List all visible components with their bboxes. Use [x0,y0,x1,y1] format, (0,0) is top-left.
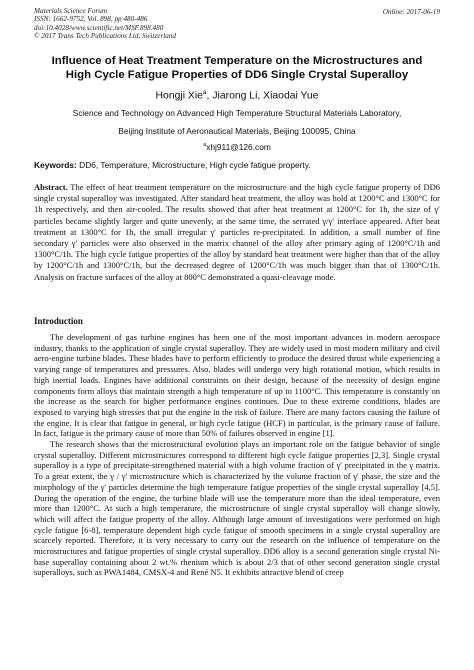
author-email [40,140,434,152]
affiliation [40,104,434,140]
abstract-label: Abstract. [34,182,68,192]
author-1-mark: a [202,89,207,96]
paper-title [40,55,434,82]
keywords-text: DD6, Temperature, Microstructure, High cycle fatigue property. [76,160,311,170]
affiliation-line-1: Science and Technology on Advanced High Temperature Structural Materials Laboratory, [72,108,402,118]
title-line-2: High Cycle Fatigue Properties of DD6 Single Crystal Superalloy [65,68,409,81]
keywords-label: Keywords: [34,160,77,170]
online-date: Online: 2017-06-19 [382,8,440,16]
journal-header [34,7,176,41]
introduction-heading: Introduction [34,316,83,326]
abstract [34,182,440,283]
title-line-1: Influence of Heat Treatment Temperature on the Microstructures and [51,55,423,67]
abstract-text: The effect of heat treatment temperature on the microstructure and the high cycle fatigue property of DD6 single crystal superalloy was investigated. After standard heat treatment, the alloy was hold at 1200°C and 1300°C for 1h respectively, and then air-cooled. The results showed that after heat treatment at 1200°C for 1h, the size of γ′ particles became slightly larger and quite unevenly, at the same time, the serrated γ/γ′ interface appeared. After heat treatment at 1300°C for 1h, the small irregular γ′ particles re-precipitated. In addition, a small number of fine secondary γ′ particles were also observed in the matrix channel of the alloy after primary aging of 1200°C/1h and 1300°C/1h. The high cycle fatigue properties of the alloy by standard heat treatment were higher than that of the alloy by 1200°C/1h and 1300°C/1h, but the decreased degree of 1200°C/1h was much bigger than that of 1300°C/1h. Analysis on fracture surfaces of the alloy at 800°C demonstrated a quasi-cleavage mode. [34,182,440,282]
introduction-body [34,332,440,578]
journal-doi: doi:10.4028/www.scientific.net/MSF.898.480 [34,23,164,32]
affiliation-line-2: Beijing Institute of Aeronautical Materials, Beijing 100095, China [118,126,356,136]
journal-name: Materials Science Forum [34,7,108,15]
intro-paragraph-1: The development of gas turbine engines has been one of the most important advances in modern aerospace industry, thanks to the application of single crystal superalloy. They are widely used in most modern military and civil aero-engine turbine blades. These blades have to perform efficiently to produce the desired thrust while experiencing a varying range of temperatures and pressures. Also, blades will undergo very high rotational motion, which results in high inertial loads. Engines have additional constraints on their design, because of the necessity of design engine components form alloys that maintain strength a high temperature of up to 1100°C. This temperature is constantly on the increase as the search for higher performance engines continues. Due to these extreme conditions, blades are exposed to varying high stresses that put the engine in the risk of failure. There are many factors causing the failure of the engine. It is clear that fatigue in general, or high cycle fatigue (HCF) in particular, is the primary cause of failure. In fact, fatigue is the primary cause of more than 50% of failures observed in engine [1]. [34,332,440,439]
journal-issn: ISSN: 1662-9752, Vol. 898, pp 480-486 [34,15,148,24]
intro-paragraph-2: The research shows that the microstructural evolution plays an important role on the fatigue behavior of single crystal superalloy. Different microstructures correspond to different high cycle fatigue properties [2,3]. Single crystal superalloy is a type of precipitate-strengthened material with a high volume fraction of γ′ precipitated in the γ matrix. To a great extent, the γ / γ′ microstructure which is characterized by the volume fraction of γ′ phase, the size and the morphology of the γ′ particles determine the high temperature fatigue properties of the single crystal superalloy [4,5]. During the operation of the engine, the turbine blade will use the temperature more than the ideal temperature, even more than 1200°C. At such a high temperature, the microstructure of single crystal superalloy will change slowly, which will affect the fatigue property of the alloy. Although large amount of investigations were performed on high cycle fatigue [6-8], temperature dependent high cycle fatigue of smooth specimens in a single crystal superalloy are scarcely reported. Therefore, it is very necessary to carry out the research on the influence of temperature on the microstructures and fatigue properties of single crystal superalloy. DD6 alloy is a second generation single crystal Ni-base superalloy containing about 2 wt.% rhenium which is about 2/3 that of other second generation single crystal superalloys, such as PWA1484, CMSX-4 and René N5. It exhibits attractive blend of creep [34,439,440,578]
author-list [40,87,434,102]
email-mark: a [203,142,207,148]
journal-copyright: © 2017 Trans Tech Publications Ltd, Switzerland [34,32,176,41]
keywords [34,160,440,170]
email-address[interactable]: xhj911@126.com [206,141,271,152]
other-authors: , Jiarong Li, Xiaodai Yue [206,90,319,102]
author-1: Hongji Xie [155,90,203,102]
